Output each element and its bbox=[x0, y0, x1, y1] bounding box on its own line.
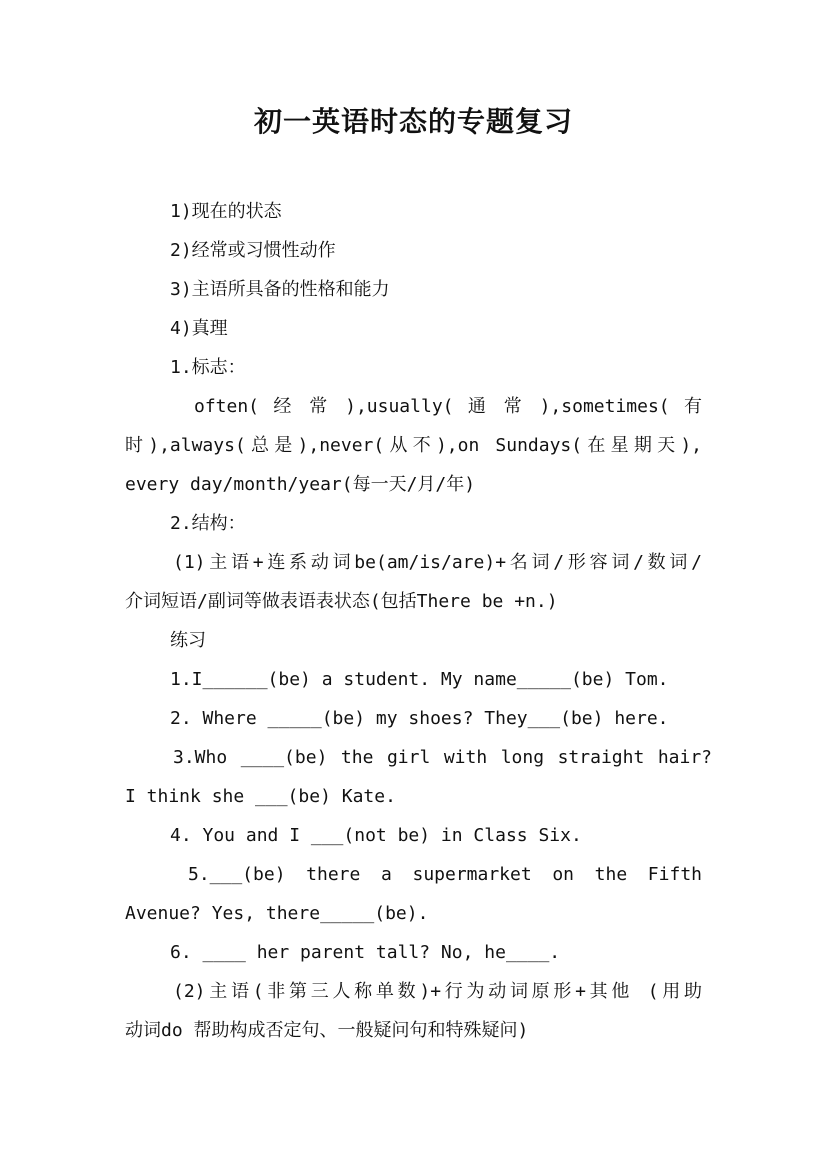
text-line: 4)真理 bbox=[170, 318, 228, 339]
page-title: 初一英语时态的专题复习 bbox=[253, 105, 573, 138]
exercise-line: I think she ___(be) Kate. bbox=[125, 786, 396, 807]
text-line: (2)主语(非第三人称单数)+行为动词原形+其他 (用助 bbox=[173, 981, 702, 1002]
exercise-line: 6. ____ her parent tall? No, he____. bbox=[170, 942, 561, 963]
exercise-line: 5.___(be) there a supermarket on the Fifth bbox=[188, 864, 702, 885]
text-line: 时),always(总是),never(从不),on Sundays(在星期天), bbox=[125, 435, 702, 456]
text-line: (1)主语+连系动词be(am/is/are)+名词/形容词/数词/ bbox=[173, 552, 702, 573]
text-line: every day/month/year(每一天/月/年) bbox=[125, 474, 476, 495]
text-line: often( 经 常 ),usually( 通 常 ),sometimes( 有 bbox=[194, 396, 702, 417]
exercise-line: 4. You and I ___(not be) in Class Six. bbox=[170, 825, 582, 846]
text-line: 3)主语所具备的性格和能力 bbox=[170, 279, 390, 300]
text-line: 2.结构： bbox=[170, 513, 246, 534]
text-line: 2)经常或习惯性动作 bbox=[170, 240, 336, 261]
exercise-line: Avenue? Yes, there_____(be). bbox=[125, 903, 429, 924]
text-line: 练习 bbox=[170, 630, 206, 651]
text-line: 动词do 帮助构成否定句、一般疑问句和特殊疑问) bbox=[125, 1020, 529, 1041]
exercise-line: 1.I______(be) a student. My name_____(be) Tom. bbox=[170, 669, 669, 690]
exercise-line: 3.Who ____(be) the girl with long straight hair? bbox=[173, 747, 712, 768]
exercise-line: 2. Where _____(be) my shoes? They___(be) here. bbox=[170, 708, 669, 729]
text-line: 1)现在的状态 bbox=[170, 201, 282, 222]
text-line: 介词短语/副词等做表语表状态(包括There be +n.) bbox=[125, 591, 558, 612]
text-line: 1.标志： bbox=[170, 357, 246, 378]
